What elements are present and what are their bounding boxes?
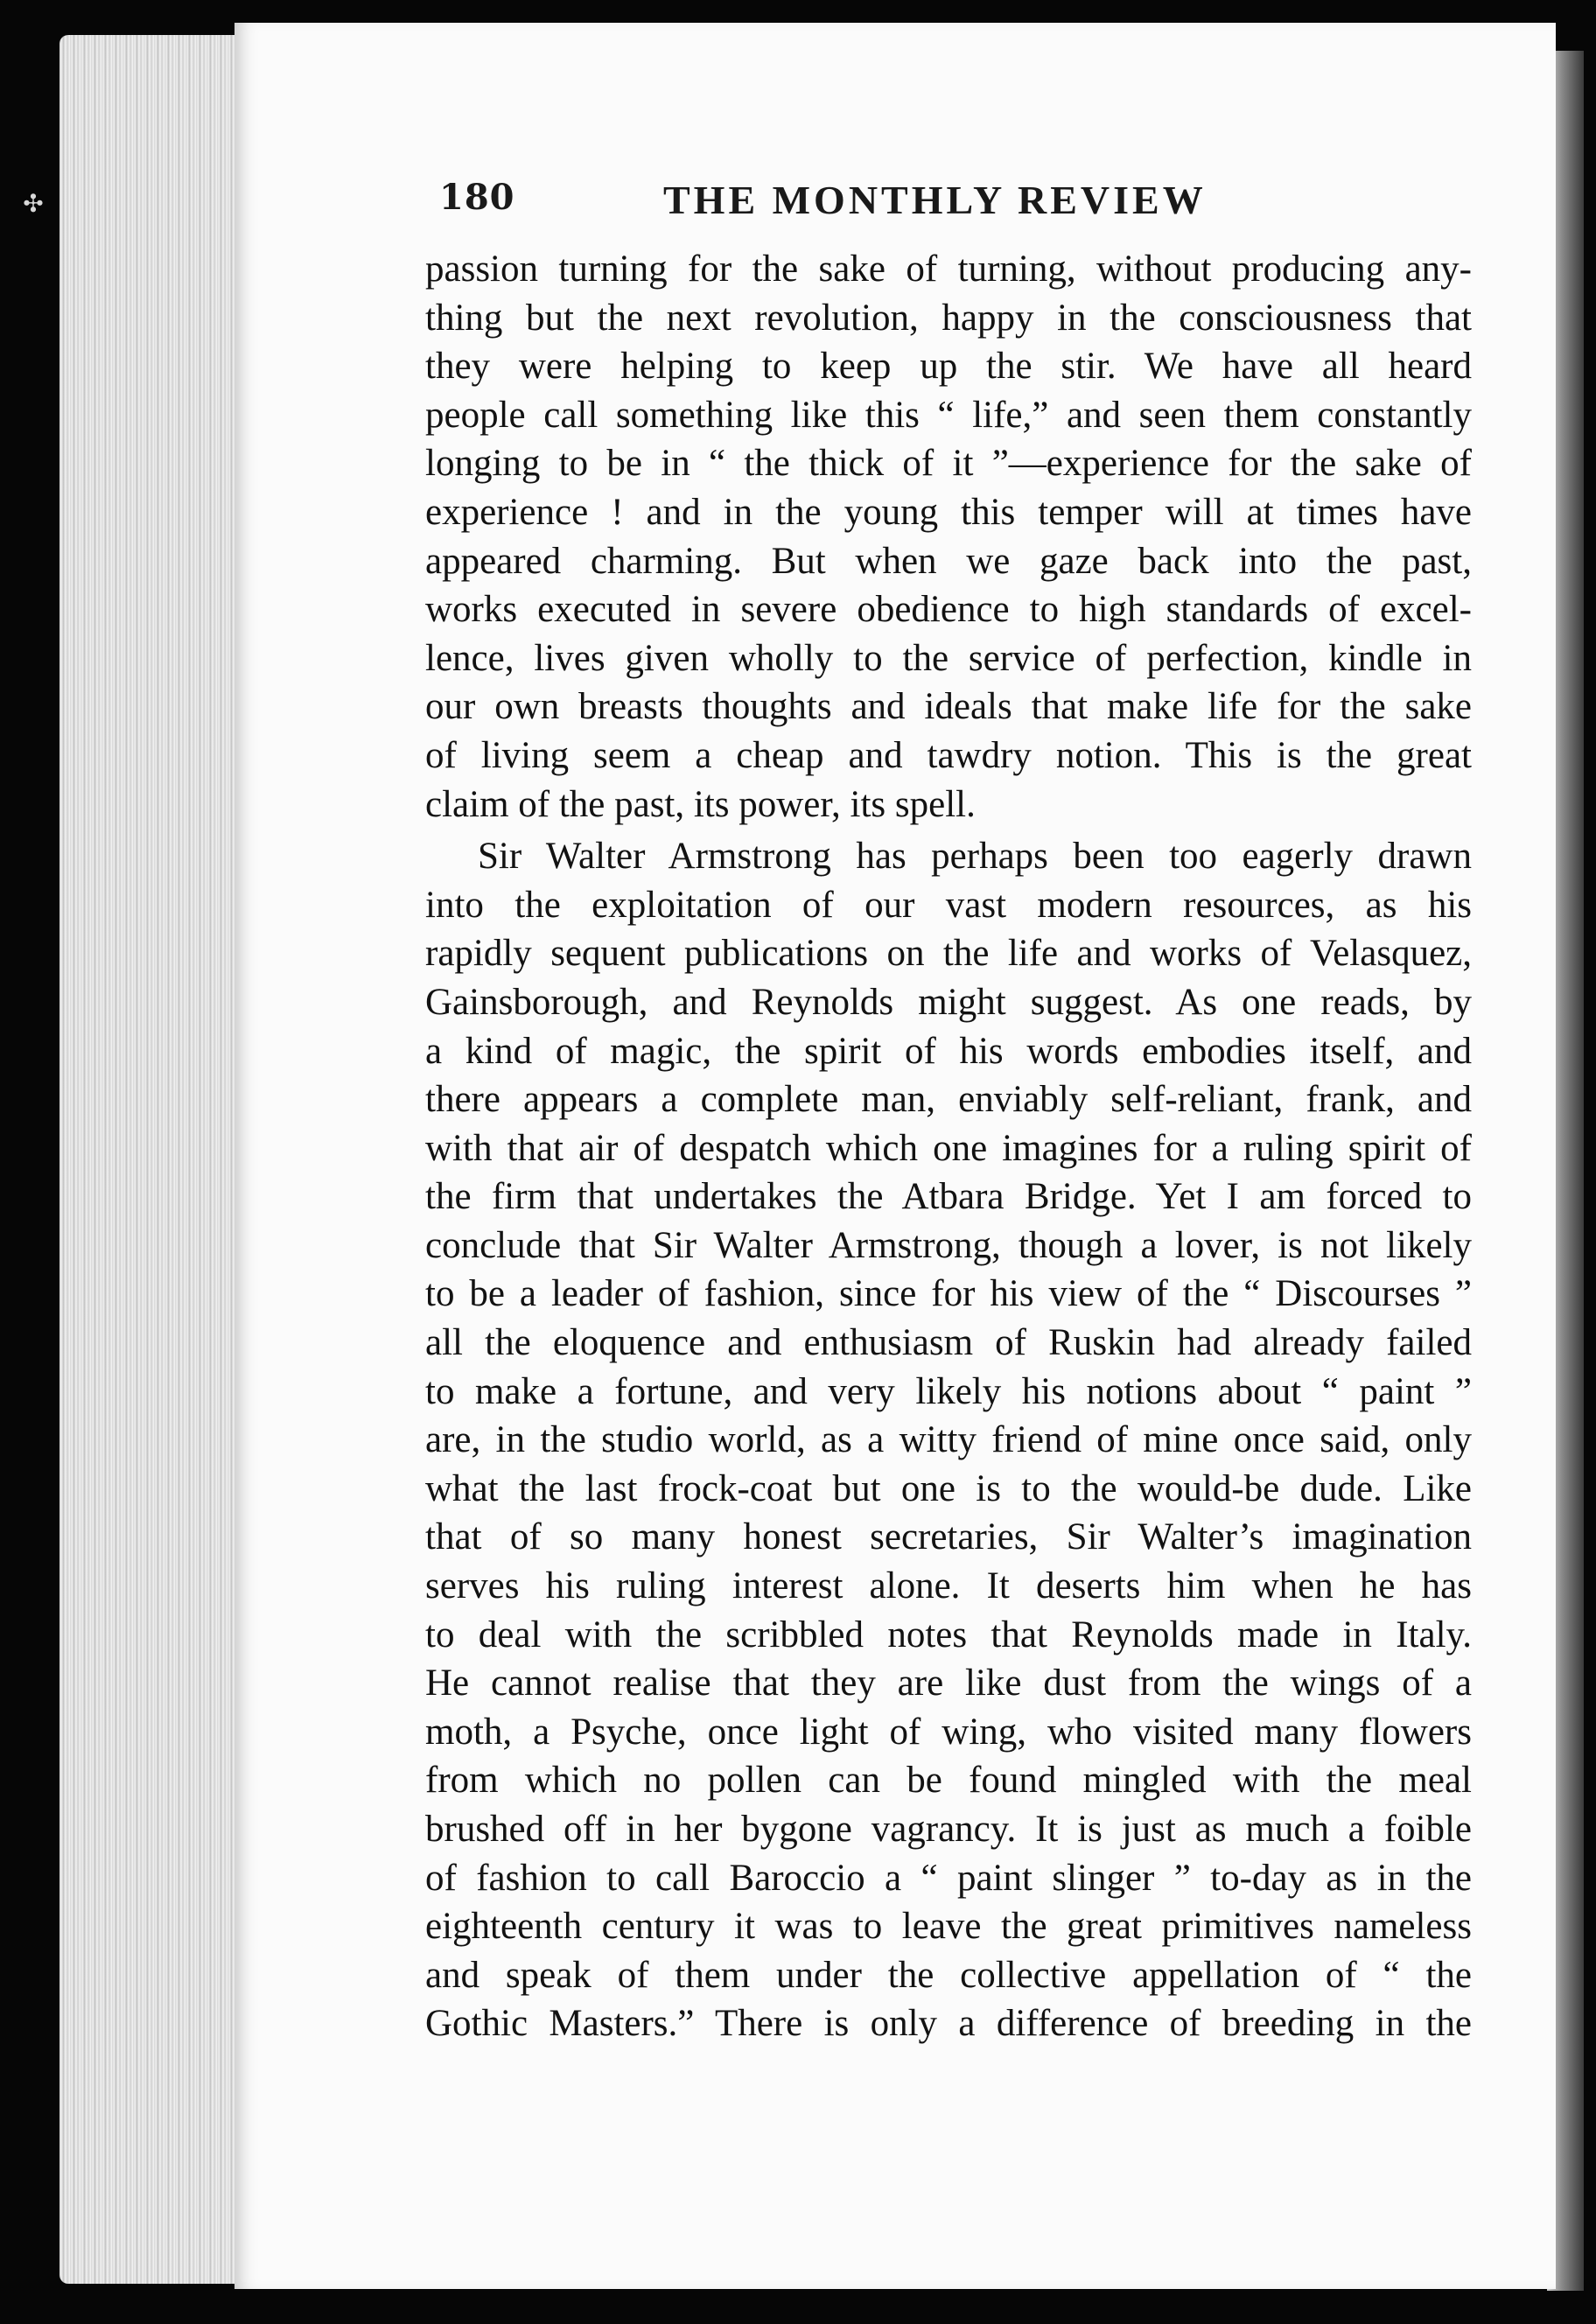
- text-line: all the eloquence and enthusiasm of Ruskin had already failed: [425, 1322, 1472, 1364]
- text-line: that of so many honest secretaries, Sir Walter’s imagination: [425, 1516, 1472, 1558]
- text-line: to deal with the scribbled notes that Reynolds made in Italy.: [425, 1614, 1472, 1656]
- text-line: are, in the studio world, as a witty friend of mine once said, only: [425, 1419, 1472, 1461]
- text-line: serves his ruling interest alone. It deserts him when he has: [425, 1565, 1472, 1607]
- text-line: passion turning for the sake of turning, without producing any-: [425, 248, 1472, 290]
- paragraph-2: [425, 832, 1472, 2048]
- text-line: into the exploitation of our vast modern resources, as his: [425, 884, 1472, 926]
- page-header: [436, 164, 1311, 234]
- text-line: Sir Walter Armstrong has perhaps been too eagerly drawn: [478, 836, 1472, 878]
- text-line: from which no pollen can be found mingled with the meal: [425, 1760, 1472, 1802]
- paragraph-1: [425, 245, 1472, 829]
- text-line: moth, a Psyche, once light of wing, who visited many flowers: [425, 1711, 1472, 1753]
- text-line: of fashion to call Baroccio a “ paint slinger ” to-day as in the: [425, 1857, 1472, 1899]
- text-line: a kind of magic, the spirit of his words embodies itself, and: [425, 1030, 1472, 1072]
- text-line: of living seem a cheap and tawdry notion. This is the great: [425, 734, 1472, 776]
- text-line: people call something like this “ life,” and seen them constantly: [425, 394, 1472, 436]
- text-line: to make a fortune, and very likely his notions about “ paint ”: [425, 1370, 1472, 1412]
- text-line: Gothic Masters.” There is only a difference of breeding in the: [425, 2003, 1472, 2045]
- text-line: conclude that Sir Walter Armstrong, though a lover, is not likely: [425, 1224, 1472, 1266]
- body-text: [425, 245, 1472, 2048]
- text-line: longing to be in “ the thick of it ”—experience for the sake of: [425, 443, 1472, 485]
- text-line: appeared charming. But when we gaze back into the past,: [425, 540, 1472, 582]
- book-page-edges: [60, 35, 252, 2284]
- text-line: works executed in severe obedience to high standards of excel-: [425, 589, 1472, 631]
- text-line: and speak of them under the collective appellation of “ the: [425, 1954, 1472, 1996]
- text-line: thing but the next revolution, happy in the consciousness that: [425, 297, 1472, 339]
- page-number: 180: [439, 177, 515, 218]
- text-line: He cannot realise that they are like dust from the wings of a: [425, 1662, 1472, 1704]
- text-line: the firm that undertakes the Atbara Bridge. Yet I am forced to: [425, 1176, 1472, 1218]
- running-head: THE MONTHLY REVIEW: [663, 178, 1207, 222]
- text-line: with that air of despatch which one imagines for a ruling spirit of: [425, 1127, 1472, 1169]
- text-line: what the last frock-coat but one is to the would-be dude. Like: [425, 1467, 1472, 1509]
- text-line: experience ! and in the young this temper will at times have: [425, 491, 1472, 533]
- margin-mark: ✣: [23, 189, 44, 218]
- text-line: they were helping to keep up the stir. We have all heard: [425, 346, 1472, 388]
- text-line: lence, lives given wholly to the service of perfection, kindle in: [425, 637, 1472, 679]
- text-line: there appears a complete man, enviably self-reliant, frank, and: [425, 1079, 1472, 1121]
- text-line: to be a leader of fashion, since for his view of the “ Discourses ”: [425, 1273, 1472, 1315]
- text-line: our own breasts thoughts and ideals that make life for the sake: [425, 686, 1472, 728]
- text-line: eighteenth century it was to leave the great primitives nameless: [425, 1906, 1472, 1948]
- text-line: rapidly sequent publications on the life and works of Velasquez,: [425, 933, 1472, 975]
- text-line: Gainsborough, and Reynolds might suggest. As one reads, by: [425, 981, 1472, 1023]
- text-line: claim of the past, its power, its spell.: [425, 783, 976, 825]
- text-line: brushed off in her bygone vagrancy. It is just as much a foible: [425, 1809, 1472, 1850]
